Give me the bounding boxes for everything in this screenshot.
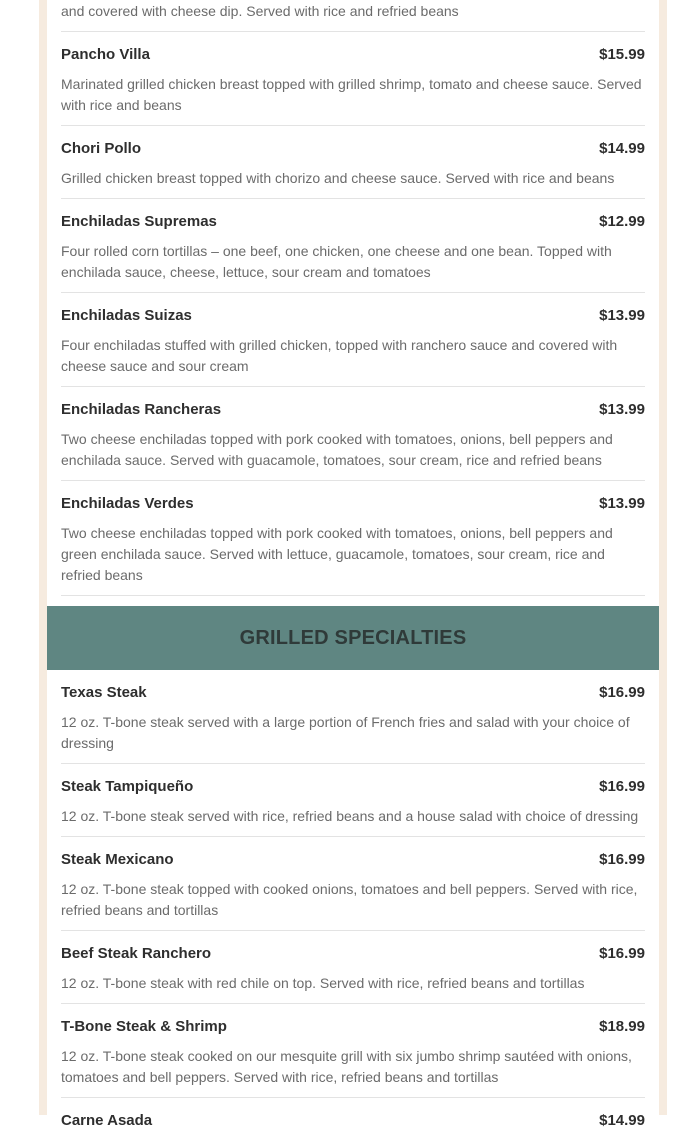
section-header-grilled-specialties <box>47 606 659 670</box>
item-price: $16.99 <box>599 945 645 962</box>
item-name: Beef Steak Ranchero <box>61 945 212 962</box>
item-price: $13.99 <box>599 307 645 324</box>
menu-item <box>61 481 645 596</box>
item-description: 12 oz. T-bone steak cooked on our mesquite grill with six jumbo shrimp sautéed with onions, tomatoes and bell peppers. Served with rice, refried beans and tortillas <box>61 1048 632 1085</box>
item-price: $12.99 <box>599 213 645 230</box>
item-name: Carne Asada <box>61 1112 153 1129</box>
item-name: Texas Steak <box>61 684 147 701</box>
menu-item <box>61 199 645 293</box>
menu-item <box>61 764 645 837</box>
menu-item <box>61 293 645 387</box>
menu-item <box>61 837 645 931</box>
item-price: $16.99 <box>599 851 645 868</box>
item-price: $14.99 <box>599 1112 645 1129</box>
item-name: Enchiladas Suizas <box>61 307 192 324</box>
item-description: Four enchiladas stuffed with grilled chicken, topped with ranchero sauce and covered with cheese sauce and sour cream <box>61 337 618 374</box>
item-description: 12 oz. T-bone steak served with a large portion of French fries and salad with your choice of dressing <box>61 714 630 751</box>
item-price: $15.99 <box>599 46 645 63</box>
item-description: 12 oz. T-bone steak topped with cooked onions, tomatoes and bell peppers. Served with rice, refried beans and tortillas <box>61 881 638 918</box>
item-name: Steak Mexicano <box>61 851 174 868</box>
item-description: 12 oz. T-bone steak with red chile on top. Served with rice, refried beans and tortillas <box>61 975 585 991</box>
section-title: GRILLED SPECIALTIES <box>239 626 467 649</box>
menu-item <box>61 931 645 1004</box>
menu-item <box>61 387 645 481</box>
item-price: $18.99 <box>599 1018 645 1035</box>
menu-item <box>61 670 645 764</box>
item-name: Chori Pollo <box>61 140 141 157</box>
item-price: $13.99 <box>599 495 645 512</box>
item-name: Enchiladas Rancheras <box>61 401 222 418</box>
menu-item <box>61 1004 645 1098</box>
item-description: 12 oz. T-bone steak served with rice, refried beans and a house salad with choice of dressing <box>61 808 639 824</box>
item-price: $16.99 <box>599 778 645 795</box>
menu-section-grilled <box>61 670 645 1132</box>
menu-item <box>61 126 645 199</box>
item-name: T-Bone Steak & Shrimp <box>61 1018 227 1035</box>
item-description: Marinated grilled chicken breast topped with grilled shrimp, tomato and cheese sauce. Served with rice and beans <box>61 76 642 113</box>
item-price: $14.99 <box>599 140 645 157</box>
item-description: Two cheese enchiladas topped with pork cooked with tomatoes, onions, bell peppers and enchilada sauce. Served with guacamole, tomatoes, sour cream, rice and refried beans <box>61 431 613 468</box>
item-price: $13.99 <box>599 401 645 418</box>
item-description: Two cheese enchiladas topped with pork cooked with tomatoes, onions, bell peppers and green enchilada sauce. Served with lettuce, guacamole, tomatoes, sour cream, rice and refried beans <box>61 525 613 583</box>
item-name: Enchiladas Verdes <box>61 495 194 512</box>
menu-section-upper <box>61 0 645 596</box>
item-description: Grilled chicken breast topped with chorizo and cheese sauce. Served with rice and beans <box>61 170 615 186</box>
item-name: Steak Tampiqueño <box>61 778 194 795</box>
item-description: Four rolled corn tortillas – one beef, one chicken, one cheese and one bean. Topped with enchilada sauce, cheese, lettuce, sour cream and tomatoes <box>61 243 612 280</box>
item-name: Enchiladas Supremas <box>61 213 217 230</box>
menu-item <box>61 32 645 126</box>
item-price: $16.99 <box>599 684 645 701</box>
item-description-fragment: and covered with cheese dip. Served with rice and refried beans <box>61 1 645 32</box>
menu-item <box>61 1098 645 1132</box>
item-name: Pancho Villa <box>61 46 150 63</box>
